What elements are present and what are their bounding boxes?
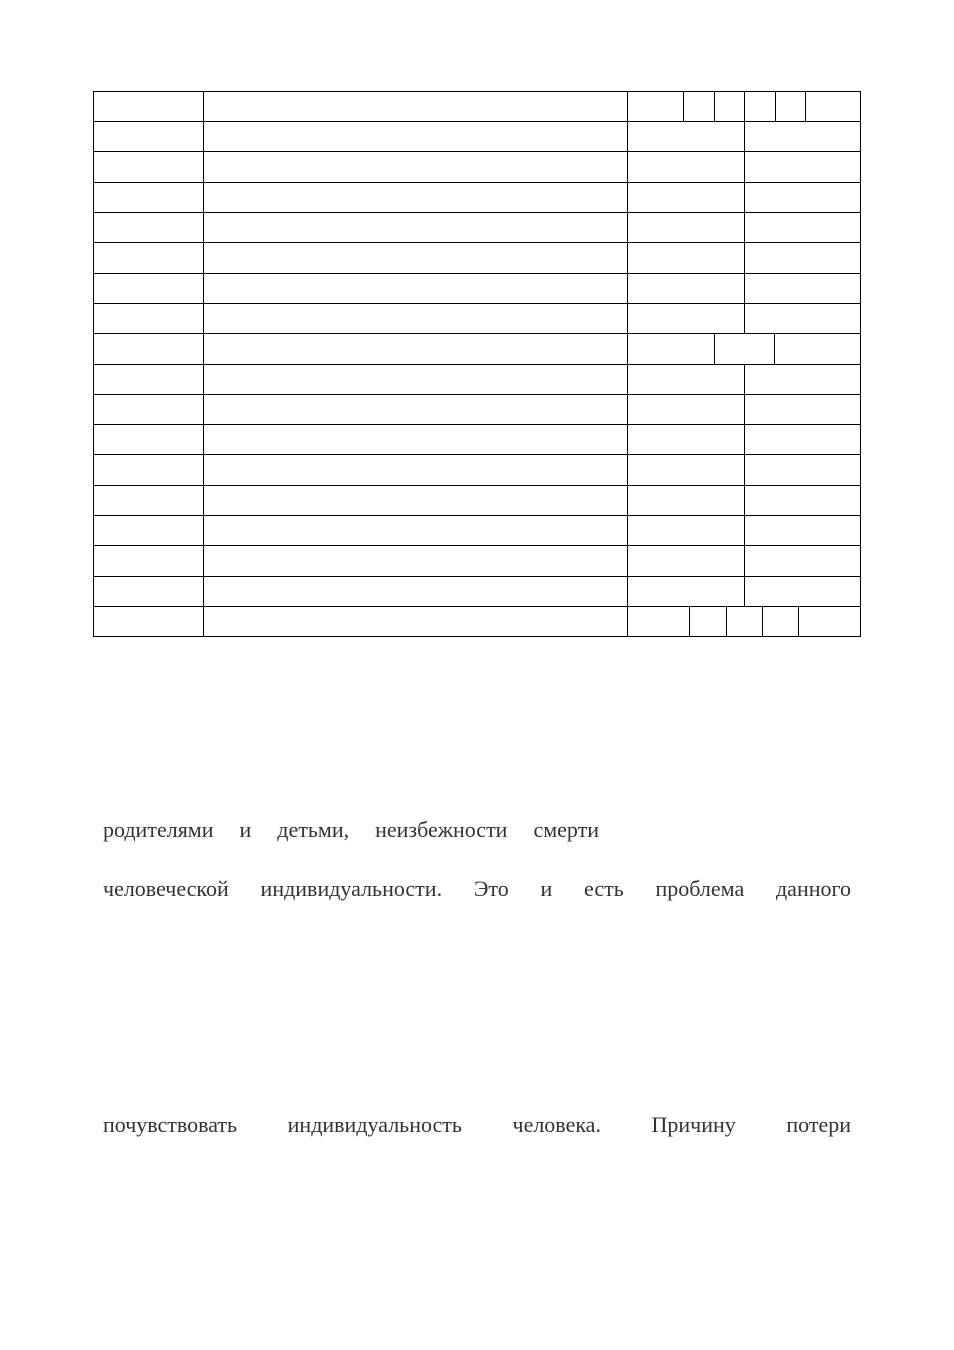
word: неизбежности: [375, 817, 508, 842]
word: почувствовать: [103, 1112, 238, 1137]
word: и: [239, 817, 252, 842]
word: Это: [473, 876, 509, 901]
word: Причину: [651, 1112, 736, 1137]
word: проблема: [655, 876, 745, 901]
word: потери: [786, 1112, 851, 1137]
word: детьми,: [277, 817, 350, 842]
word: и: [540, 876, 553, 901]
word: человека.: [512, 1112, 601, 1137]
text-line-3: [103, 1111, 851, 1139]
word: человеческой: [103, 876, 229, 901]
word: индивидуальность: [287, 1112, 462, 1137]
blank-grid-table: [93, 91, 861, 637]
word: родителями: [103, 817, 214, 842]
text-line-1: [103, 816, 851, 844]
word: индивидуальности.: [260, 876, 443, 901]
word: смерти: [533, 817, 600, 842]
text-line-2: [103, 875, 851, 903]
word: есть: [584, 876, 624, 901]
word: данного: [775, 876, 851, 901]
